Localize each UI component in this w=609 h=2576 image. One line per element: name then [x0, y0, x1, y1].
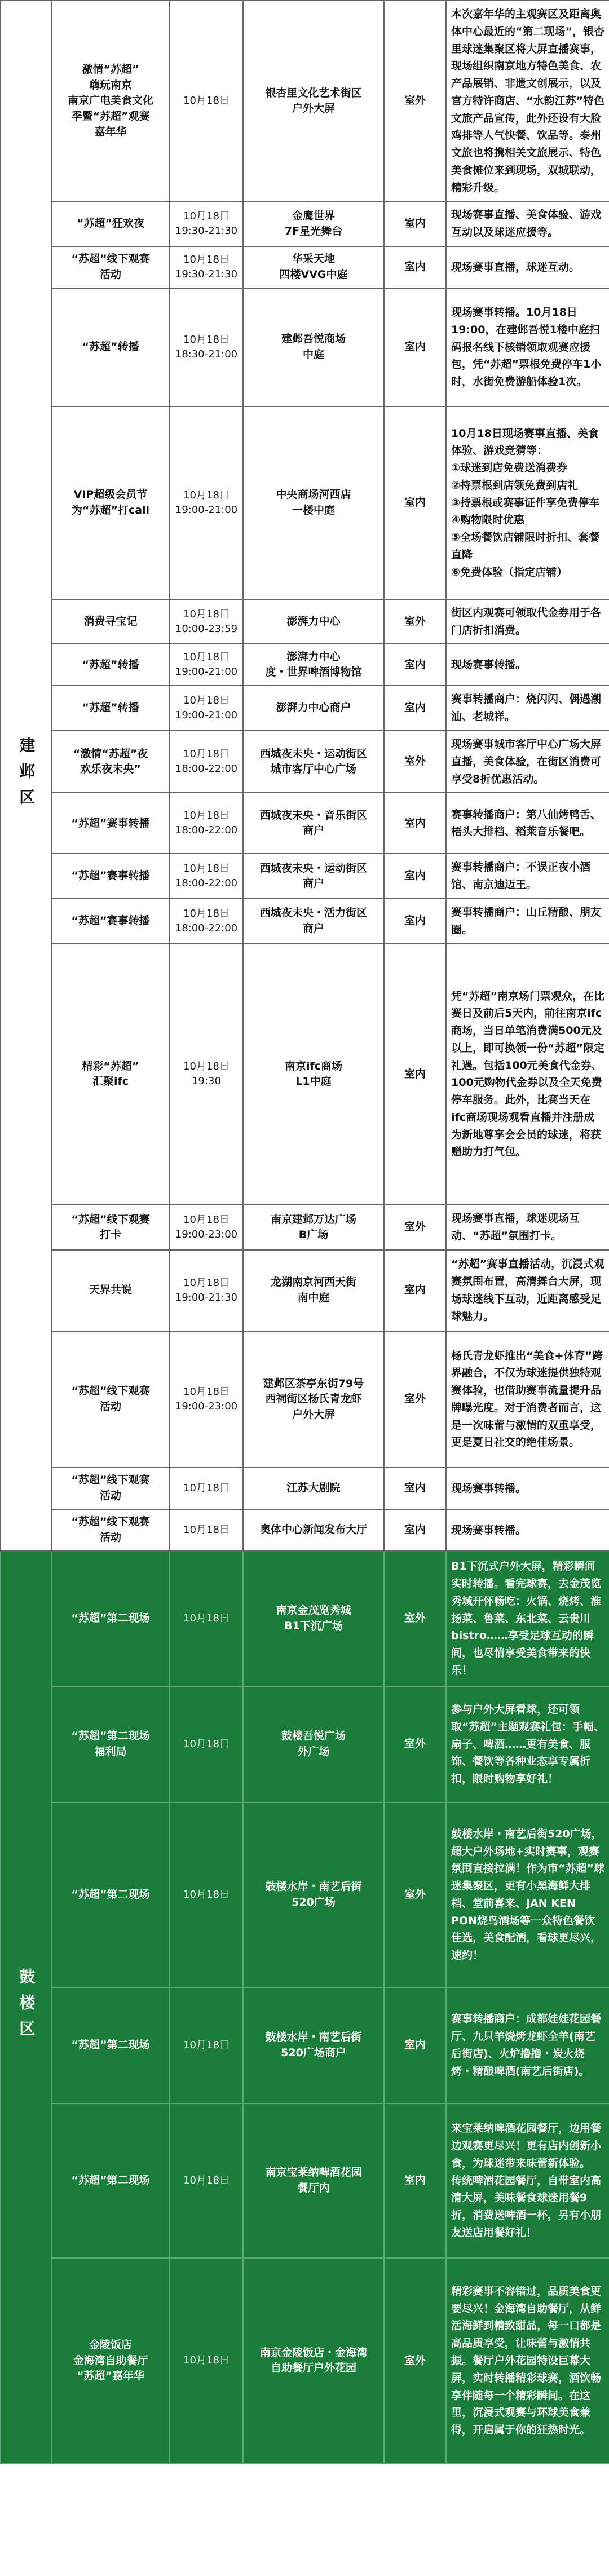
- table-row: [1, 1331, 609, 1468]
- table-row: [1, 1468, 609, 1509]
- event-description-cell: 赛事转播商户：山丘精酿、朋友圈。: [446, 899, 609, 944]
- event-description-cell: 杨氏青龙虾推出“美食+体育”跨界融合，不仅为球迷提供独特观赛体验，也借助赛事流量提升品牌曝光度。对于消费者而言，这是一次味蕾与激情的双重享受，更是夏日社交的绝佳场景。: [446, 1331, 609, 1468]
- table-row: [1, 854, 609, 899]
- event-venue-cell: 奥体中心新闻发布大厅: [243, 1509, 384, 1551]
- table-row: [1, 246, 609, 288]
- event-name-cell: “苏超”第二现场 福利局: [51, 1686, 170, 1802]
- event-venue-cell: 南京金陵饭店・金海湾 自助餐厅户外花园: [243, 2258, 384, 2464]
- event-venue-cell: 江苏大剧院: [243, 1468, 384, 1509]
- event-name-cell: VIP超级会员节 为“苏超”打call: [51, 406, 170, 599]
- event-type-cell: 室外: [384, 1551, 446, 1686]
- event-time-cell: 10月18日 19:30-21:30: [170, 201, 243, 246]
- event-venue-cell: 南京金茂览秀城 B1下沉广场: [243, 1551, 384, 1686]
- table-row: [1, 1686, 609, 1802]
- event-name-cell: “苏超”第二现场: [51, 2104, 170, 2258]
- district-section-jianye: [1, 1, 609, 1551]
- event-name-cell: “苏超”线下观赛 打卡: [51, 1205, 170, 1250]
- event-name-cell: “苏超”线下观赛 活动: [51, 1331, 170, 1468]
- table-row: [1, 943, 609, 1205]
- event-description-cell: 现场赛事转播。: [446, 644, 609, 686]
- event-name-cell: “苏超”赛事转播: [51, 854, 170, 899]
- event-time-cell: 10月18日 19:00-21:30: [170, 1250, 243, 1331]
- event-name-cell: “苏超”狂欢夜: [51, 201, 170, 246]
- event-type-cell: 室内: [384, 899, 446, 944]
- event-venue-cell: 西城夜未央・运动街区 城市客厅中心广场: [243, 731, 384, 793]
- event-type-cell: 室外: [384, 2258, 446, 2464]
- table-row: [1, 288, 609, 406]
- table-row: [1, 686, 609, 731]
- table-row: [1, 2258, 609, 2464]
- event-name-cell: 消费寻宝记: [51, 599, 170, 644]
- event-time-cell: 10月18日 18:00-22:00: [170, 731, 243, 793]
- event-time-cell: 10月18日: [170, 2104, 243, 2258]
- event-description-cell: 现场赛事直播、美食体验、游戏互动以及球迷应援等。: [446, 201, 609, 246]
- event-description-cell: 现场赛事转播。10月18日19:00，在建邺吾悦1楼中庭扫码报名线下核销领取观赛应援包，凭“苏超”票根免费停车1小时，水街免费游船体验1次。: [446, 288, 609, 406]
- event-venue-cell: 南京建邺万达广场 B广场: [243, 1205, 384, 1250]
- event-venue-cell: 澎湃力中心 度・世界啤酒博物馆: [243, 644, 384, 686]
- event-type-cell: 室外: [384, 1331, 446, 1468]
- event-venue-cell: 澎湃力中心: [243, 599, 384, 644]
- event-time-cell: 10月18日 10:00-23:59: [170, 599, 243, 644]
- event-venue-cell: 建邺区茶亭东街79号 西祠街区杨氏青龙虾 户外大屏: [243, 1331, 384, 1468]
- table-row: [1, 1, 609, 201]
- table-row: [1, 1250, 609, 1331]
- event-type-cell: 室内: [384, 1468, 446, 1509]
- table-row: [1, 2104, 609, 2258]
- event-description-cell: 赛事转播商户：不误正夜小酒馆、南京迪迈王。: [446, 854, 609, 899]
- event-description-cell: 鼓楼水岸・南艺后街520广场，超大户外场地+实时赛事，观赛氛围直接拉满！作为市“苏超”球迷集聚区，更有小黑海鲜大排档、堂前喜来、JAN KEN PON烧鸟酒场等一众特色餐饮佳选，美食配酒，看球更尽兴，速约！: [446, 1802, 609, 1987]
- event-type-cell: 室内: [384, 246, 446, 288]
- event-time-cell: 10月18日: [170, 1551, 243, 1686]
- event-time-cell: 10月18日 18:00-22:00: [170, 899, 243, 944]
- event-venue-cell: 中央商场河西店 一楼中庭: [243, 406, 384, 599]
- table-row: [1, 1551, 609, 1686]
- event-type-cell: 室内: [384, 2104, 446, 2258]
- event-description-cell: 现场赛事城市客厅中心广场大屏直播，美食体验，在街区消费可享受8折优惠活动。: [446, 731, 609, 793]
- event-venue-cell: 鼓楼水岸・南艺后街 520广场商户: [243, 1987, 384, 2104]
- event-venue-cell: 银杏里文化艺术街区 户外大屏: [243, 1, 384, 201]
- event-type-cell: 室内: [384, 406, 446, 599]
- event-name-cell: “苏超”赛事转播: [51, 793, 170, 854]
- event-type-cell: 室内: [384, 686, 446, 731]
- event-description-cell: 街区内观赛可领取代金券用于各门店折扣消费。: [446, 599, 609, 644]
- event-description-cell: 现场赛事转播。: [446, 1468, 609, 1509]
- event-name-cell: “苏超”第二现场: [51, 1551, 170, 1686]
- event-name-cell: “激情“苏超”夜 欢乐夜未央”: [51, 731, 170, 793]
- event-type-cell: 室外: [384, 1686, 446, 1802]
- table-row: [1, 731, 609, 793]
- event-name-cell: “苏超”第二现场: [51, 1802, 170, 1987]
- event-name-cell: “苏超”线下观赛 活动: [51, 1509, 170, 1551]
- event-description-cell: 赛事转播商户：烧闪闪、偶遇潮汕、老城祥。: [446, 686, 609, 731]
- event-type-cell: 室外: [384, 1802, 446, 1987]
- event-type-cell: 室内: [384, 854, 446, 899]
- event-time-cell: 10月18日: [170, 2258, 243, 2464]
- event-description-cell: 赛事转播商户：第八仙烤鸭舌、梧头大排档、稻莱音乐餐吧。: [446, 793, 609, 854]
- event-time-cell: 10月18日: [170, 1, 243, 201]
- event-description-cell: 凭“苏超”南京场门票观众，在比赛日及前后5天内，前往南京ifc商场，当日单笔消费满500元及以上，即可换领一份“苏超”限定礼遇。包括100元美食代金券、100元购物代金券以及全天免费停车服务。此外，比赛当天在ifc商场现场观看直播并注册成为新地尊享会会员的球迷，将获赠助力打气包。: [446, 943, 609, 1205]
- event-type-cell: 室内: [384, 943, 446, 1205]
- table-row: [1, 1205, 609, 1250]
- event-time-cell: 10月18日: [170, 1509, 243, 1551]
- event-time-cell: 10月18日 19:00-21:00: [170, 406, 243, 599]
- event-venue-cell: 华采天地 四楼VVG中庭: [243, 246, 384, 288]
- event-time-cell: 10月18日 18:00-22:00: [170, 793, 243, 854]
- event-type-cell: 室内: [384, 1987, 446, 2104]
- event-time-cell: 10月18日 19:30: [170, 943, 243, 1205]
- table-row: [1, 201, 609, 246]
- event-time-cell: 10月18日 19:00-21:00: [170, 644, 243, 686]
- district-section-gulou: [1, 1551, 609, 2464]
- event-type-cell: 室内: [384, 793, 446, 854]
- district-name-cell: 建邺区: [1, 1, 51, 1551]
- event-name-cell: 激情“苏超” 嗨玩南京 南京广电美食文化 季暨“苏超”观赛 嘉年华: [51, 1, 170, 201]
- event-name-cell: “苏超”第二现场: [51, 1987, 170, 2104]
- event-time-cell: 10月18日 18:00-22:00: [170, 854, 243, 899]
- event-type-cell: 室内: [384, 1509, 446, 1551]
- table-row: [1, 1802, 609, 1987]
- district-name-cell: 鼓楼区: [1, 1551, 51, 2464]
- event-type-cell: 室外: [384, 1205, 446, 1250]
- event-name-cell: “苏超”转播: [51, 644, 170, 686]
- event-description-cell: 本次嘉年华的主观赛区及距离奥体中心最近的“第二现场”，银杏里球迷集聚区将大屏直播赛事，现场组织南京地方特色美食、农产品展销、非遗文创展示，以及官方特许商店、“水韵江苏”特色文旅产品宣传，此外还设有大脸鸡排等人气快餐、饮品等。泰州文旅也将携相关文旅展示、特色美食摊位来到现场，双城联动，精彩升级。: [446, 1, 609, 201]
- event-venue-cell: 鼓楼水岸・南艺后街 520广场: [243, 1802, 384, 1987]
- event-time-cell: 10月18日: [170, 1802, 243, 1987]
- event-description-cell: 现场赛事直播，球迷互动。: [446, 246, 609, 288]
- event-time-cell: 10月18日 19:00-21:00: [170, 686, 243, 731]
- event-name-cell: 天界共说: [51, 1250, 170, 1331]
- event-type-cell: 室外: [384, 599, 446, 644]
- event-venue-cell: 龙湖南京河西天街 南中庭: [243, 1250, 384, 1331]
- table-row: [1, 644, 609, 686]
- table-row: [1, 899, 609, 944]
- event-type-cell: 室内: [384, 201, 446, 246]
- event-description-cell: 来宝莱纳啤酒花园餐厅，边用餐边观赛更尽兴！更有店内创新小食，为球迷带来味蕾新体验。 传统啤酒花园餐厅，自带室内高清大屏，美味餐食球迷用餐9折，消费送啤酒一杯，另有小朋友送店用餐好礼！: [446, 2104, 609, 2258]
- event-venue-cell: 鼓楼吾悦广场 外广场: [243, 1686, 384, 1802]
- event-type-cell: 室内: [384, 1250, 446, 1331]
- event-description-cell: 10月18日现场赛事直播、美食体验、游戏竞猜等： ①球迷到店免费送消费券 ②持票根到店领免费到店礼 ③持票根或赛事证件享免费停车 ④购物限时优惠 ⑤全场餐饮店铺限时折扣、套餐直降 ⑥免费体验（指定店铺）: [446, 406, 609, 599]
- table-row: [1, 793, 609, 854]
- table-row: [1, 1987, 609, 2104]
- event-description-cell: 赛事转播商户：成都娃娃花园餐厅、九只羊烧烤龙虾全羊(南艺后街店)、火炉撸撸・炭火烧烤・精酿啤酒(南艺后街店)。: [446, 1987, 609, 2104]
- event-venue-cell: 西城夜未央・活力街区 商户: [243, 899, 384, 944]
- event-time-cell: 10月18日 18:30-21:00: [170, 288, 243, 406]
- event-description-cell: 精彩赛事不容错过，品质美食更要尽兴！金海湾自助餐厅，从鲜活海鲜到精致甜品，每一口都是高品质享受，让味蕾与激情共振。餐厅户外花园特设巨幕大屏，实时转播精彩球赛，酒饮畅享伴随每一个精彩瞬间。在这里，沉浸式观赛与环球美食兼得，开启属于你的狂热时光。: [446, 2258, 609, 2464]
- table-row: [1, 599, 609, 644]
- event-name-cell: “苏超”赛事转播: [51, 899, 170, 944]
- event-description-cell: “苏超”赛事直播活动，沉浸式观赛氛围布置，高清舞台大屏，现场球迷线下互动，近距离感受足球魅力。: [446, 1250, 609, 1331]
- event-venue-cell: 澎湃力中心商户: [243, 686, 384, 731]
- event-name-cell: 金陵饭店 金海湾自助餐厅 “苏超”嘉年华: [51, 2258, 170, 2464]
- event-type-cell: 室外: [384, 1, 446, 201]
- event-time-cell: 10月18日: [170, 1468, 243, 1509]
- event-venue-cell: 金鹰世界 7F星光舞台: [243, 201, 384, 246]
- event-description-cell: 参与户外大屏看球，还可领取“苏超”主题观赛礼包：手幅、扇子、啤酒……更有美食、服饰、餐饮等各种业态享专属折扣，限时购物享好礼！: [446, 1686, 609, 1802]
- event-description-cell: 现场赛事直播，球迷现场互动、“苏超”氛围打卡。: [446, 1205, 609, 1250]
- event-type-cell: 室内: [384, 288, 446, 406]
- event-time-cell: 10月18日: [170, 1686, 243, 1802]
- event-name-cell: “苏超”线下观赛 活动: [51, 1468, 170, 1509]
- event-time-cell: 10月18日: [170, 1987, 243, 2104]
- event-name-cell: “苏超”线下观赛 活动: [51, 246, 170, 288]
- event-venue-cell: 南京宝莱纳啤酒花园 餐厅内: [243, 2104, 384, 2258]
- event-type-cell: 室外: [384, 731, 446, 793]
- event-venue-cell: 西城夜未央・音乐街区 商户: [243, 793, 384, 854]
- event-description-cell: B1下沉式户外大屏，精彩瞬间实时转播。看完球赛，去金茂览秀城开怀畅吃：火锅、烧烤、淮扬菜、鲁菜、东北菜、云贵川bistro……享受足球互动的瞬间，也尽情享受美食带来的快乐！: [446, 1551, 609, 1686]
- event-name-cell: “苏超”转播: [51, 288, 170, 406]
- event-time-cell: 10月18日 19:30-21:30: [170, 246, 243, 288]
- event-time-cell: 10月18日 19:00-23:00: [170, 1331, 243, 1468]
- event-venue-cell: 建邺吾悦商场 中庭: [243, 288, 384, 406]
- event-name-cell: “苏超”转播: [51, 686, 170, 731]
- event-venue-cell: 西城夜未央・运动街区 商户: [243, 854, 384, 899]
- table-row: [1, 406, 609, 599]
- event-name-cell: 精彩“苏超” 汇聚ifc: [51, 943, 170, 1205]
- event-time-cell: 10月18日 19:00-23:00: [170, 1205, 243, 1250]
- table-row: [1, 1509, 609, 1551]
- event-type-cell: 室内: [384, 644, 446, 686]
- event-venue-cell: 南京ifc商场 L1中庭: [243, 943, 384, 1205]
- event-description-cell: 现场赛事转播。: [446, 1509, 609, 1551]
